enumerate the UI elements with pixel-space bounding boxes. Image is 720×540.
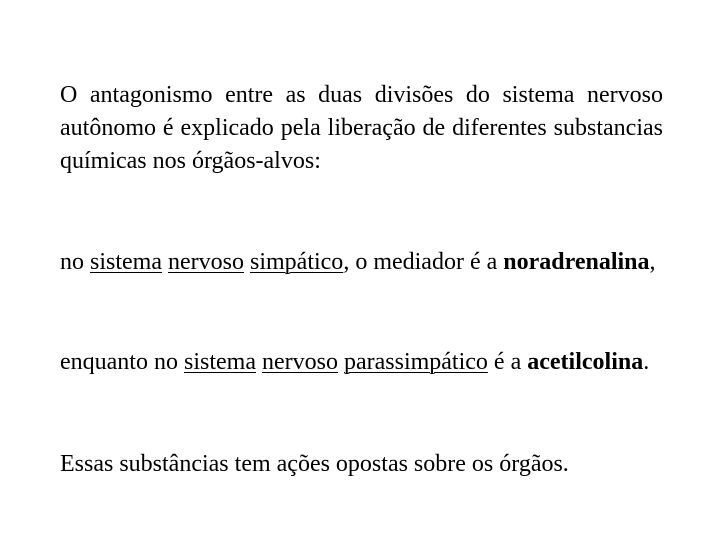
p3-term-sistema: sistema <box>183 349 256 375</box>
conclusion-paragraph: Essas substâncias tem ações opostas sobre os órgãos. <box>60 451 569 477</box>
p3-suffix: . <box>643 349 650 375</box>
parasympathetic-paragraph <box>60 346 663 379</box>
p2-term-nervoso: nervoso <box>168 249 244 275</box>
p2-prefix: no <box>60 249 84 275</box>
p2-term-simpatico: simpático <box>249 249 344 275</box>
p2-term-sistema: sistema <box>90 249 162 275</box>
intro-paragraph: O antagonismo entre as duas divisões do sistema nervoso autônomo é explicado pela liberação de diferentes substancias químicas nos órgãos-alvos: <box>60 82 663 174</box>
p3-term-parassimpatico: parassimpático <box>343 349 488 375</box>
p3-mediator-acetilcolina: acetilcolina <box>527 349 644 375</box>
slide-content <box>60 0 663 540</box>
p3-prefix: enquanto no <box>60 349 178 375</box>
p2-middle: , o mediador é a <box>343 249 498 275</box>
p2-suffix: , <box>649 249 656 275</box>
p3-term-nervoso: nervoso <box>261 349 338 375</box>
p2-mediator-noradrenalina: noradrenalina <box>503 249 650 275</box>
p3-middle: é a <box>493 349 522 375</box>
sympathetic-paragraph <box>60 246 663 279</box>
